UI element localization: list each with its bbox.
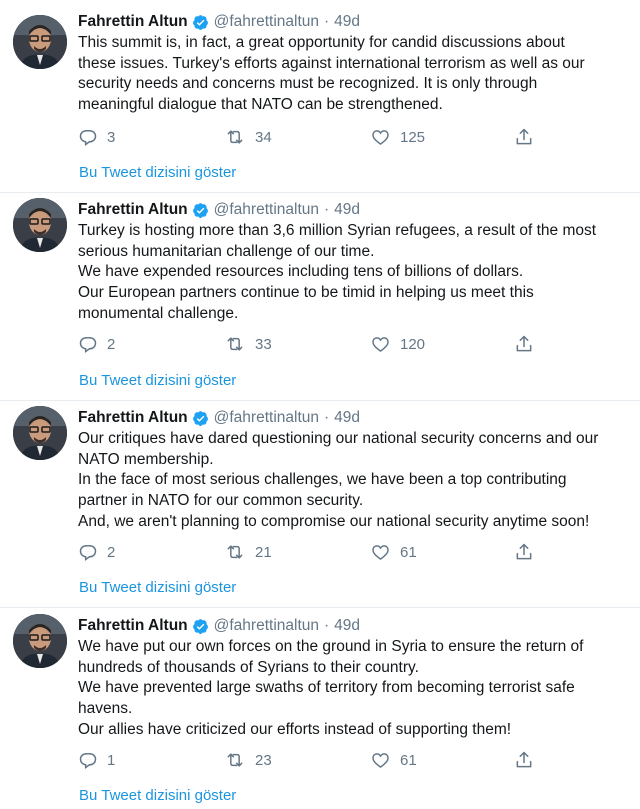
tweet-text — [78, 429, 630, 533]
like-button[interactable] — [370, 541, 417, 563]
verified-badge-icon — [192, 618, 209, 635]
like-button[interactable] — [370, 126, 425, 148]
tweet-time[interactable]: 49d — [334, 409, 361, 426]
tweet-text-line: meaningful dialogue that NATO can be strengthened. — [78, 96, 443, 114]
tweet-actions — [78, 126, 548, 148]
show-thread-link[interactable]: Bu Tweet dizisini göster — [79, 372, 237, 389]
retweet-button[interactable] — [224, 541, 272, 563]
separator-dot: · — [324, 201, 330, 218]
reply-icon — [78, 334, 98, 354]
retweet-icon — [224, 750, 246, 770]
retweet-count: 33 — [255, 335, 272, 353]
reply-button[interactable] — [78, 749, 115, 771]
tweet-text-line: In the face of most serious challenges, we have been a top contributing — [78, 471, 567, 489]
verified-badge-icon — [192, 410, 209, 427]
reply-button[interactable] — [78, 541, 115, 563]
tweet-text-line: Turkey is hosting more than 3,6 million Syrian refugees, a result of the most — [78, 222, 597, 239]
separator-dot: · — [324, 617, 330, 634]
like-count: 125 — [400, 128, 426, 146]
author-name[interactable]: Fahrettin Altun — [78, 409, 188, 426]
like-button[interactable] — [370, 749, 417, 771]
show-thread-link[interactable]: Bu Tweet dizisini göster — [79, 164, 237, 181]
author-name[interactable]: Fahrettin Altun — [78, 13, 188, 30]
tweet-text-line: these issues. Turkey's efforts against international terrorism as well as our — [78, 54, 585, 72]
avatar[interactable] — [13, 614, 67, 668]
tweet-text-line: Our European partners continue to be timid in helping us meet this — [78, 284, 534, 302]
tweet-body — [78, 615, 630, 741]
tweet-actions — [78, 541, 548, 563]
reply-count: 1 — [107, 751, 116, 769]
avatar[interactable] — [13, 15, 67, 69]
retweet-count: 23 — [255, 751, 272, 769]
like-button[interactable] — [370, 333, 425, 355]
reply-icon — [78, 750, 98, 770]
author-handle[interactable]: @fahrettinaltun — [213, 13, 319, 30]
share-button[interactable] — [514, 126, 534, 148]
like-icon — [370, 334, 391, 354]
reply-icon — [78, 542, 98, 562]
tweet-header — [78, 11, 630, 33]
author-handle[interactable]: @fahrettinaltun — [213, 409, 319, 426]
reply-icon — [78, 127, 98, 147]
avatar-image — [13, 614, 67, 668]
like-icon — [370, 127, 391, 147]
tweet-body — [78, 199, 630, 325]
avatar-image — [13, 15, 67, 69]
retweet-button[interactable] — [224, 126, 272, 148]
tweet-text-line: monumental challenge. — [78, 304, 239, 322]
like-icon — [370, 750, 391, 770]
author-handle[interactable]: @fahrettinaltun — [213, 617, 319, 634]
tweet-body — [78, 407, 630, 533]
retweet-icon — [224, 127, 246, 147]
author-handle[interactable]: @fahrettinaltun — [213, 201, 319, 218]
tweet-text-line: Our allies have criticized our efforts instead of supporting them! — [78, 720, 512, 738]
retweet-icon — [224, 542, 246, 562]
show-thread-link[interactable]: Bu Tweet dizisini göster — [79, 787, 237, 804]
like-icon — [370, 542, 391, 562]
avatar[interactable] — [13, 198, 67, 252]
like-count: 61 — [400, 751, 417, 769]
share-icon — [514, 750, 534, 770]
retweet-button[interactable] — [224, 333, 272, 355]
avatar-image — [13, 406, 67, 460]
tweet-body — [78, 11, 630, 116]
tweet-time[interactable]: 49d — [334, 201, 361, 218]
separator-dot: · — [324, 13, 330, 30]
tweet-text-line: We have put our own forces on the ground in Syria to ensure the return of — [78, 638, 584, 655]
tweet-text-line: We have expended resources including tens of billions of dollars. — [78, 263, 524, 281]
tweet-header — [78, 615, 630, 637]
share-icon — [514, 334, 534, 354]
tweet-text — [78, 637, 630, 741]
tweet-text-line: partner in NATO for our common security. — [78, 492, 364, 510]
tweet-text-line: Our critiques have dared questioning our national security concerns and our — [78, 430, 599, 447]
tweet-time[interactable]: 49d — [334, 13, 361, 30]
retweet-count: 21 — [255, 543, 272, 561]
tweet-time[interactable]: 49d — [334, 617, 361, 634]
tweet-text-line: serious humanitarian challenge of our time. — [78, 242, 375, 260]
like-count: 61 — [400, 543, 417, 561]
tweet-text-line: hundreds of thousands of Syrians to their country. — [78, 658, 419, 676]
share-icon — [514, 542, 534, 562]
show-thread-link[interactable]: Bu Tweet dizisini göster — [79, 579, 237, 596]
retweet-icon — [224, 334, 246, 354]
tweet-actions — [78, 333, 548, 355]
reply-count: 2 — [107, 543, 116, 561]
share-button[interactable] — [514, 541, 534, 563]
tweet-text-line: havens. — [78, 700, 133, 718]
like-count: 120 — [400, 335, 426, 353]
reply-button[interactable] — [78, 333, 115, 355]
reply-button[interactable] — [78, 126, 115, 148]
tweet-text-line: NATO membership. — [78, 450, 214, 468]
reply-count: 3 — [107, 128, 116, 146]
separator-dot: · — [324, 409, 330, 426]
author-name[interactable]: Fahrettin Altun — [78, 201, 188, 218]
tweet-divider — [0, 192, 640, 193]
share-icon — [514, 127, 534, 147]
tweet-divider — [0, 607, 640, 608]
avatar[interactable] — [13, 406, 67, 460]
author-name[interactable]: Fahrettin Altun — [78, 617, 188, 634]
retweet-button[interactable] — [224, 749, 272, 771]
tweet-text — [78, 33, 630, 116]
verified-badge-icon — [192, 14, 209, 31]
retweet-count: 34 — [255, 128, 272, 146]
tweet-header — [78, 407, 630, 429]
tweet-divider — [0, 400, 640, 401]
reply-count: 2 — [107, 335, 116, 353]
tweet-text-line: security needs and concerns must be recognized. It is only through — [78, 75, 538, 93]
share-button[interactable] — [514, 749, 534, 771]
tweet-header — [78, 199, 630, 221]
tweet-text-line: We have prevented large swaths of territory from becoming terrorist safe — [78, 679, 575, 697]
tweet-text — [78, 221, 630, 325]
verified-badge-icon — [192, 202, 209, 219]
tweet-text-line: And, we aren't planning to compromise our national security anytime soon! — [78, 512, 590, 530]
tweet-text-line: This summit is, in fact, a great opportunity for candid discussions about — [78, 34, 565, 51]
share-button[interactable] — [514, 333, 534, 355]
avatar-image — [13, 198, 67, 252]
tweet-actions — [78, 749, 548, 771]
